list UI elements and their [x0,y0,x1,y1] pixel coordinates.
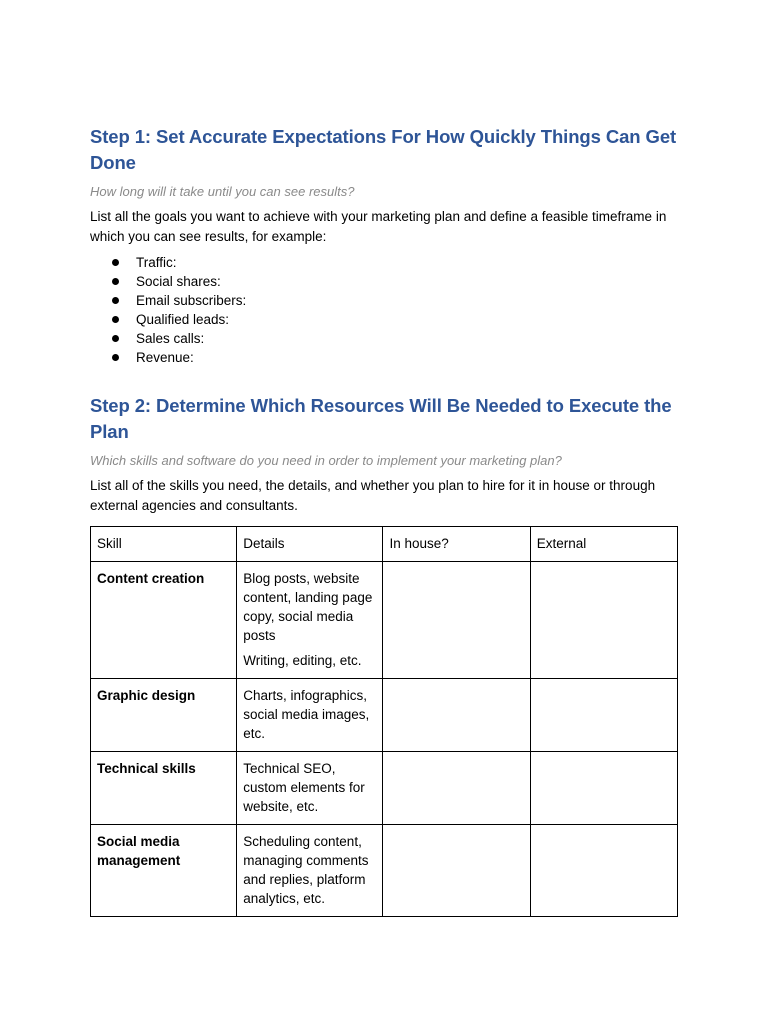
details-cell [237,562,383,679]
table-row [91,752,678,825]
list-item [112,272,680,291]
details-text: Blog posts, website content, landing page copy, social media posts [243,571,373,643]
list-item [112,291,680,310]
external-cell [530,825,677,917]
list-item [112,348,680,367]
skill-cell: Graphic design [91,679,237,752]
list-item [112,329,680,348]
step2-title: Step 2: Determine Which Resources Will Be Needed to Execute the Plan [90,395,672,442]
in-house-cell [383,752,530,825]
table-row [91,679,678,752]
bullet-icon [112,335,119,342]
skill-cell: Content creation [91,562,237,679]
goals-list [90,253,680,367]
goal-label: Social shares: [136,274,221,289]
step2-subtitle: Which skills and software do you need in order to implement your marketing plan? [90,453,562,468]
step2-paragraph: List all of the skills you need, the details, and whether you plan to hire for it in house or through external agencies and consultants. [90,478,656,513]
skill-cell: Social media management [91,825,237,917]
step1-paragraph: List all the goals you want to achieve with your marketing plan and define a feasible timeframe in which you can see results, for example: [90,209,667,244]
details-cell: Technical SEO, custom elements for website, etc. [237,752,383,825]
bullet-icon [112,297,119,304]
column-header-external: External [530,527,677,562]
bullet-icon [112,316,119,323]
goal-label: Revenue: [136,350,194,365]
goal-label: Email subscribers: [136,293,247,308]
list-item [112,253,680,272]
in-house-cell [383,825,530,917]
bullet-icon [112,259,119,266]
skill-cell: Technical skills [91,752,237,825]
list-item [112,310,680,329]
column-header-in-house: In house? [383,527,530,562]
document-content [90,124,680,917]
table-row [91,562,678,679]
external-cell [530,752,677,825]
column-header-details: Details [237,527,383,562]
table-row [91,825,678,917]
external-cell [530,562,677,679]
in-house-cell [383,679,530,752]
details-extra-text: Writing, editing, etc. [243,653,362,668]
table-header-row [91,527,678,562]
goal-label: Qualified leads: [136,312,230,327]
details-cell: Scheduling content, managing comments and replies, platform analytics, etc. [237,825,383,917]
details-cell: Charts, infographics, social media images, etc. [237,679,383,752]
external-cell [530,679,677,752]
goal-label: Traffic: [136,255,177,270]
step1-subtitle: How long will it take until you can see results? [90,184,355,199]
skills-table [90,526,678,917]
in-house-cell [383,562,530,679]
step1-title: Step 1: Set Accurate Expectations For How Quickly Things Can Get Done [90,126,677,173]
bullet-icon [112,354,119,361]
bullet-icon [112,278,119,285]
goal-label: Sales calls: [136,331,205,346]
column-header-skill: Skill [91,527,237,562]
